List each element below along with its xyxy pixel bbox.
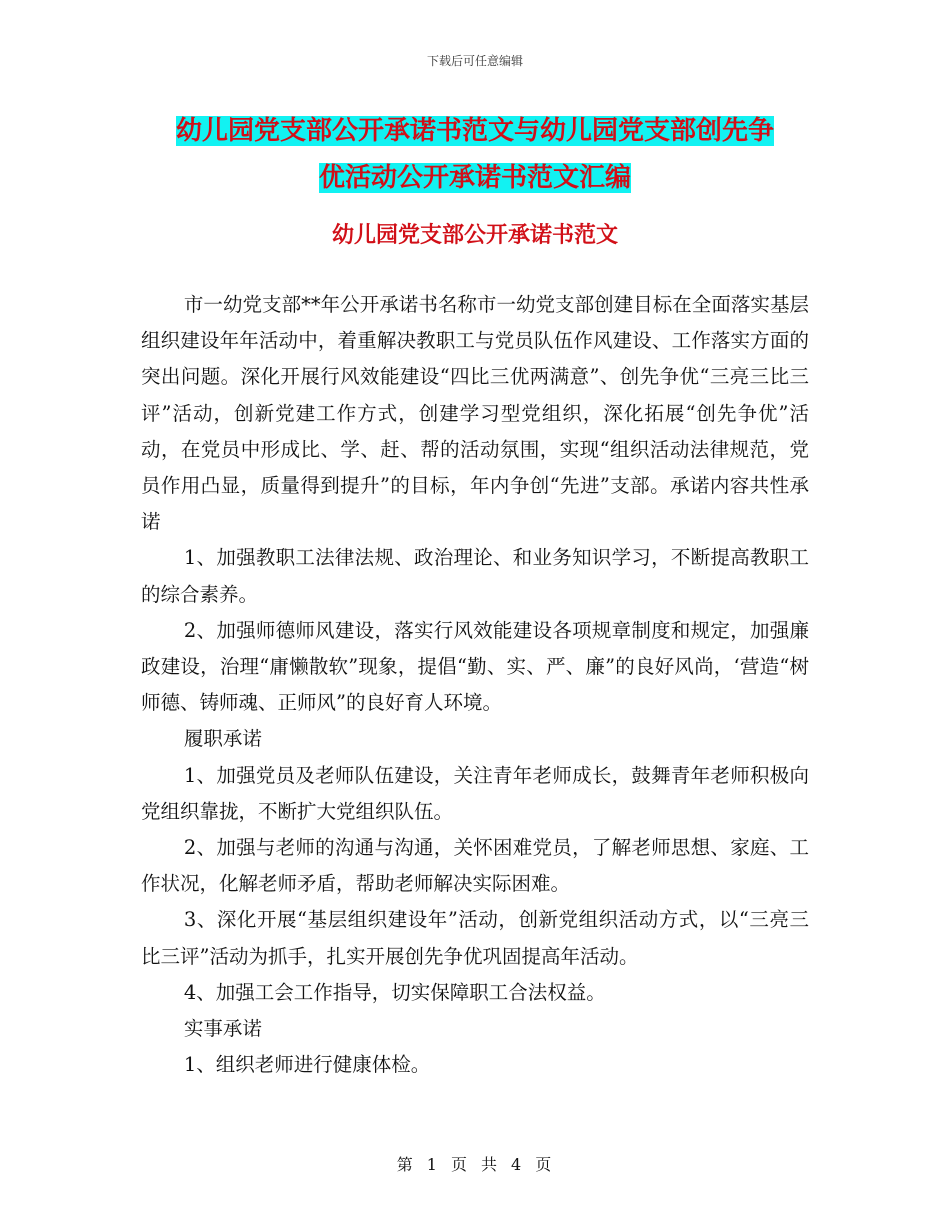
page-footer (0, 1152, 950, 1175)
page-number: 1 (426, 1155, 439, 1174)
total-unit: 页 (535, 1155, 554, 1174)
paragraph: 1、加强教职工法律法规、政治理论、和业务知识学习，不断提高教职工的综合素养。 (141, 546, 809, 606)
page-label: 第 (396, 1155, 415, 1174)
section-title: 幼儿园党支部公开承诺书范文 (331, 222, 618, 248)
section-heading: 履职承诺 (183, 727, 262, 751)
paragraph: 1、组织老师进行健康体检。 (183, 1053, 431, 1077)
section-heading: 实事承诺 (183, 1017, 262, 1041)
header-note: 下载后可任意编辑 (426, 54, 523, 68)
document-body (141, 287, 809, 1083)
paragraph: 2、加强与老师的沟通与沟通，关怀困难党员，了解老师思想、家庭、工作状况，化解老师矛盾，帮助老师解决实际困难。 (141, 836, 809, 896)
paragraph: 3、深化开展“基层组织建设年”活动，创新党组织活动方式，以“三亮三比三评”活动为抓手，扎实开展创先争优巩固提高年活动。 (141, 908, 809, 968)
document-title-line-2: 优活动公开承诺书范文汇编 (318, 163, 631, 193)
paragraph: 1、加强党员及老师队伍建设，关注青年老师成长，鼓舞青年老师积极向党组织靠拢，不断扩大党组织队伍。 (141, 763, 809, 823)
paragraph: 2、加强师德师风建设，落实行风效能建设各项规章制度和规定，加强廉政建设，治理“庸懒散软”现象，提倡“勤、实、严、廉”的良好风尚，‘营造“树师德、铸师魂、正师风”的良好育人环境。 (141, 618, 809, 715)
document-title (140, 108, 810, 202)
paragraph: 市一幼党支部**年公开承诺书名称市一幼党支部创建目标在全面落实基层组织建设年年活动中，着重解决教职工与党员队伍作风建设、工作落实方面的突出问题。深化开展行风效能建设“四比三优两满意”、创先争优“三亮三比三评”活动，创新党建工作方式，创建学习型党组织，深化拓展“创先争优”活动，在党员中形成比、学、赶、帮的活动氛围，实现“组织活动法律规范，党员作用凸显，质量得到提升”的目标，年内争创“先进”支部。承诺内容共性承诺 (141, 293, 809, 534)
total-label: 共 (481, 1155, 500, 1174)
paragraph: 4、加强工会工作指导，切实保障职工合法权益。 (183, 980, 606, 1004)
document-title-line-1: 幼儿园党支部公开承诺书范文与幼儿园党支部创先争 (175, 116, 774, 146)
page-unit: 页 (450, 1155, 469, 1174)
total-pages: 4 (511, 1155, 524, 1174)
